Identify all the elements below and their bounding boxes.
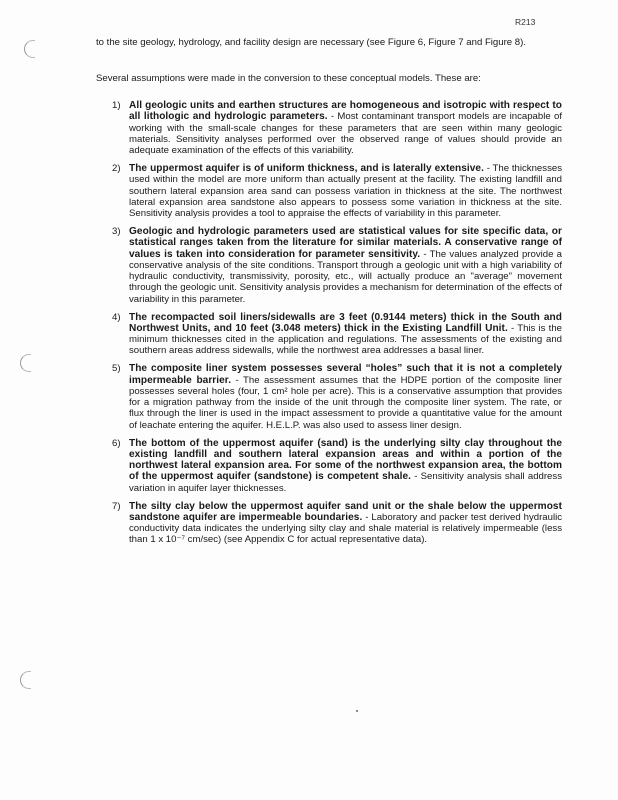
intro-continuation: to the site geology, hydrology, and facility design are necessary (see Figure 6, Figure 7 and Figure 8). [96, 37, 526, 48]
punch-hole-mark [20, 354, 31, 372]
item-body: - The values analyzed provide a conservative analysis of the site conditions. Transport through a geologic unit with a high variability of hydraulic conductivity, transmissivity, porosity, etc., will actually produce an "average" movement through the geologic unit. Sensitivity analysis provides a mechanism for determination of the effects of variability in this parameter. [129, 248, 562, 305]
assumption-item [112, 100, 562, 156]
intro-paragraph: Several assumptions were made in the conversion to these conceptual models. These are: [96, 73, 481, 84]
item-number: 3) [112, 225, 121, 237]
item-body: - Most contaminant transport models are incapable of working with the small-scale changes for these parameters that are seen within many geologic materials. Sensitivity analyses performed over the observed range of values should provide an adequate examination of the effects of this variability. [129, 111, 562, 157]
item-heading: The bottom of the uppermost aquifer (sand) is the underlying silty clay throughout the existing landfill and southern lateral expansion areas and within a portion of the northwest lateral expansion area. For some of the northwest expansion area, the bottom of the uppermost aquifer (sandstone) is competent shale. [129, 437, 562, 483]
assumption-item [112, 226, 562, 305]
assumption-item [112, 363, 562, 431]
item-body: - The thicknesses used within the model are more uniform than actually present at the facility. The existing landfill and southern lateral expansion area sand can possess variation in thickness at the site. The northwest lateral expansion area sandstone also appears to possess some variation in thickness at the site. Sensitivity analysis provides a tool to appraise the effects of variability in this parameter. [129, 162, 562, 220]
page-id: R213 [515, 17, 536, 27]
item-heading: The recompacted soil liners/sidewalls are 3 feet (0.9144 meters) thick in the South and Northwest Units, and 10 feet (3.048 meters) thick in the Existing Landfill Unit. [129, 311, 562, 334]
assumptions-list [112, 100, 562, 552]
item-number: 6) [112, 437, 121, 449]
item-body: - The assessment assumes that the HDPE portion of the composite liner possesses several holes (four, 1 cm² hole per acre). This is a conservative assumption that provides for a migration pathway from the inside of the unit through the composite liner system. The rate, or flux through the liner is used in the impact assessment to provide a quantitative value for the amount of leachate entering the aquifer. H.E.L.P. was also used to assess liner design. [129, 374, 563, 431]
item-heading: The silty clay below the uppermost aquifer sand unit or the shale below the uppermost sandstone aquifer are impermeable boundaries. [129, 500, 562, 523]
item-heading: All geologic units and earthen structures are homogeneous and isotropic with respect to all lithologic and hydrologic parameters. [129, 100, 562, 123]
punch-hole-mark [24, 40, 35, 58]
assumption-item [112, 163, 562, 219]
item-number: 1) [112, 100, 121, 111]
item-number: 4) [112, 311, 121, 323]
assumption-item [112, 312, 562, 357]
item-heading: The uppermost aquifer is of uniform thickness, and is laterally extensive. [129, 162, 484, 174]
item-number: 7) [112, 500, 121, 512]
punch-hole-mark [20, 671, 31, 689]
item-heading: The composite liner system possesses several “holes” such that it is not a completely impermeable barrier. [129, 363, 562, 386]
item-number: 5) [112, 363, 121, 375]
item-body: - This is the minimum thicknesses cited in the application and regulations. The assessments of the existing and southern areas address sidewalls, while the northwest area addresses a basal liner. [129, 322, 562, 357]
assumption-item [112, 438, 562, 494]
item-number: 2) [112, 162, 121, 174]
item-heading: Geologic and hydrologic parameters used are statistical values for site specific data, or statistical ranges taken from the literature for similar materials. A conservative range of values is taken into consideration for parameter sensitivity. [129, 225, 562, 260]
assumption-item [112, 501, 562, 546]
item-body: - Laboratory and packer test derived hydraulic conductivity data indicates the underlying silty clay and shale material is relatively impermeable (less than 1 x 10⁻⁷ cm/sec) (see Appendix C for actual representative data). [129, 511, 562, 546]
scan-speck [356, 710, 358, 712]
item-body: - Sensitivity analysis shall address variation in aquifer layer thicknesses. [129, 471, 562, 494]
